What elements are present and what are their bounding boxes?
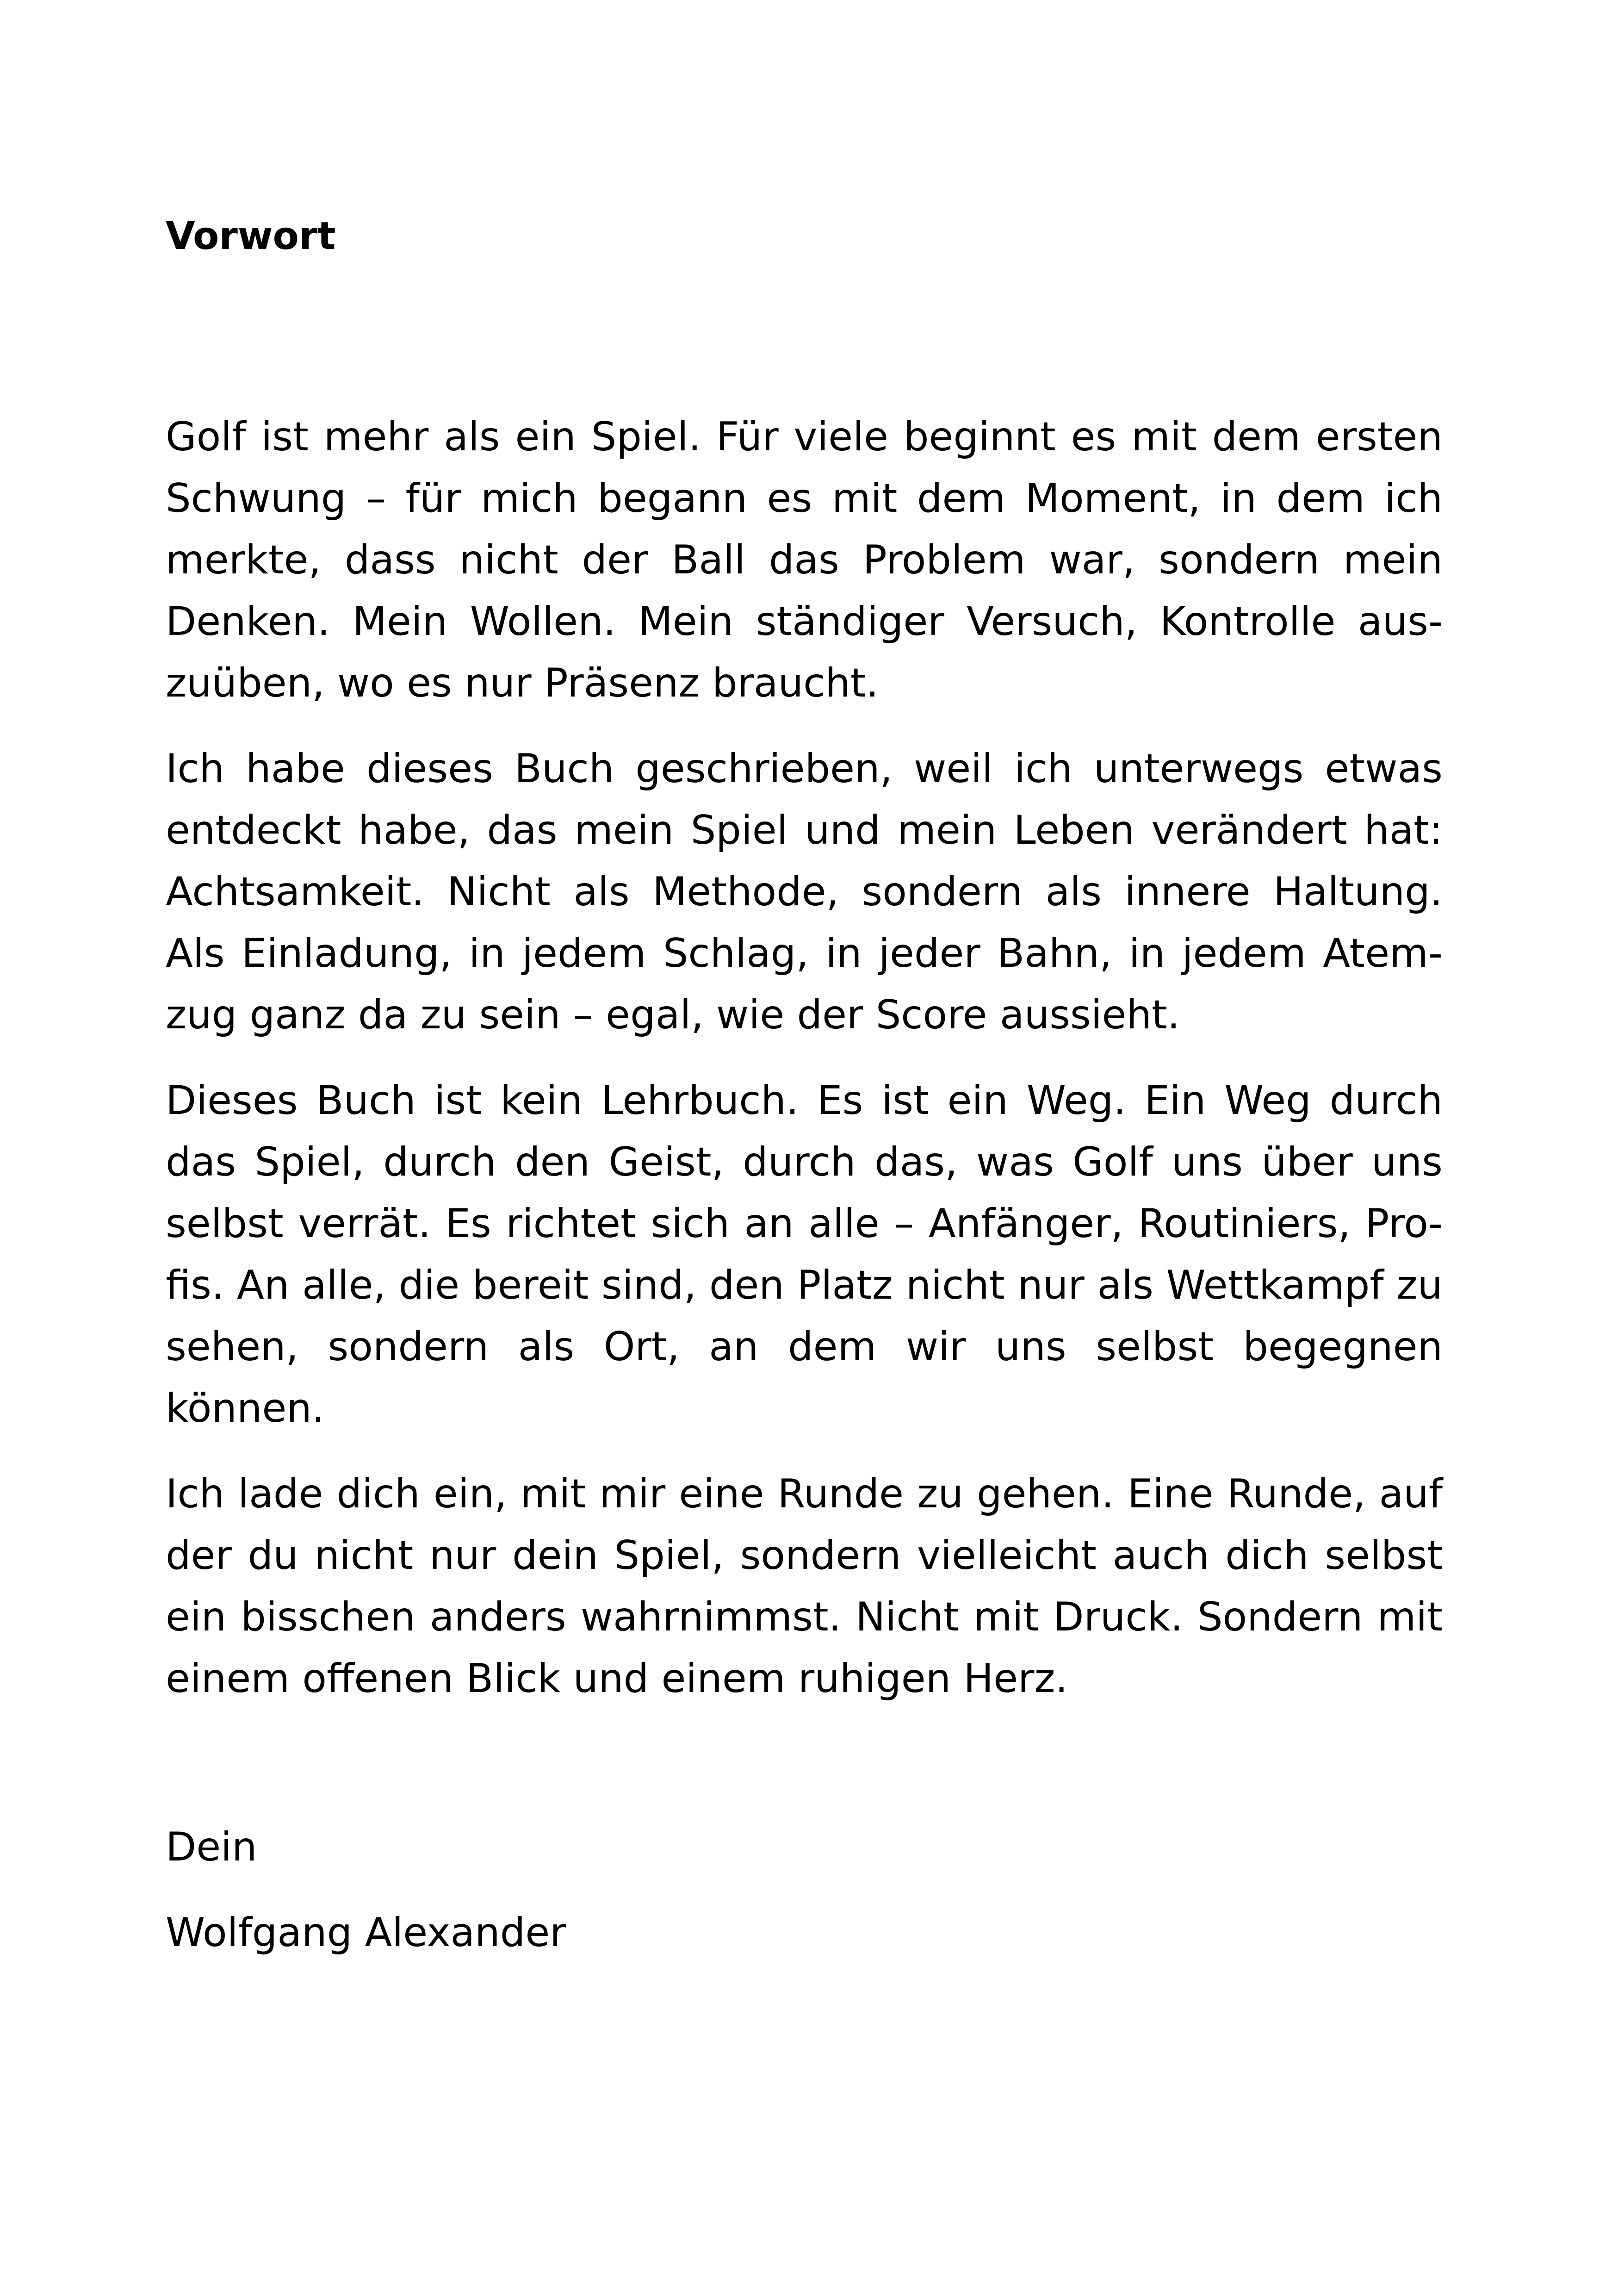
paragraph-4: Ich lade dich ein, mit mir eine Runde zu gehen. Eine Runde, auf der du nicht nur dein Spiel, sondern vielleicht auch dich selbst ein bisschen anders wahrnimmst. Nicht mit Druck. Sondern mit einem offenen Blick und einem ruhigen Herz. bbox=[166, 1471, 1443, 1702]
signature-block bbox=[166, 1817, 1443, 1964]
author-name: Wolfgang Alexander bbox=[166, 1910, 566, 1956]
paragraph-2: Ich habe dieses Buch geschrieben, weil ich unterwegs etwas entdeckt habe, das mein Spiel und mein Leben verändert hat: Achtsamkeit. Nicht als Methode, sondern als innere Haltung. Als Einladung, in jedem Schlag, in jeder Bahn, in jedem Atemzug ganz da zu sein – egal, wie der Score aussieht. bbox=[166, 746, 1443, 1038]
page-title: Vorwort bbox=[166, 214, 336, 258]
paragraph-1: Golf ist mehr als ein Spiel. Für viele beginnt es mit dem ersten Schwung – für mich begann es mit dem Moment, in dem ich merkte, dass nicht der Ball das Problem war, sondern mein Denken. Mein Wollen. Mein ständiger Versuch, Kontrolle auszuüben, wo es nur Präsenz braucht. bbox=[166, 414, 1443, 706]
body-text bbox=[166, 406, 1443, 1710]
closing-salutation: Dein bbox=[166, 1824, 257, 1870]
paragraph-3: Dieses Buch ist kein Lehrbuch. Es ist ein Weg. Ein Weg durch das Spiel, durch den Geist, durch das, was Golf uns über uns selbst verrät. Es richtet sich an alle – Anfänger, Routiniers, Profis. An alle, die bereit sind, den Platz nicht nur als Wettkampf zu sehen, sondern als Ort, an dem wir uns selbst begegnen können. bbox=[166, 1077, 1443, 1431]
